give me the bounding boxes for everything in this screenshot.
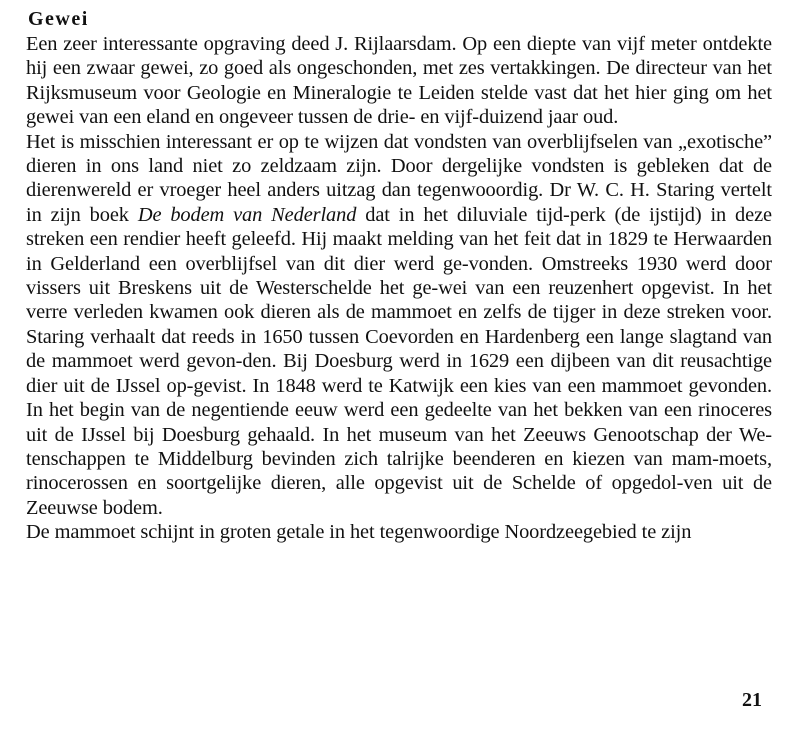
paragraph-text-after-title: dat in het diluviale tijd-perk (de ijstijd) in deze streken een rendier heeft geleefd. Hij maakt melding van het feit dat in 1829 te Herwaarden in Gelderland een overblijfsel van dit dier werd ge-vonden. Omstreeks 1930 werd door vissers uit Breskens uit de Westerschelde het ge-wei van een reuzenhert opgevist. In het verre verleden kwamen ook dieren als de mammoet en zelfs de tijger in deze streken voor. Staring verhaalt dat reeds in 1650 tussen Coevorden en Hardenberg een lange slagtand van de mammoet werd gevon-den. Bij Doesburg werd in 1629 een dijbeen van dit reusachtige dier uit de IJssel op-gevist. In 1848 werd te Katwijk een kies van een mammoet gevonden. In het begin van de negentiende eeuw werd een gedeelte van het bekken van een rinoceres uit de IJssel bij Doesburg gehaald. In het museum van het Zeeuws Genootschap der We-tenschappen te Middelburg bevinden zich talrijke beenderen en kiezen van mam-moets, rinocerossen en soortgelijke dieren, alle opgevist uit de Schelde of opgedol-ven uit de Zeeuwse bodem. xyxy=(26,203,772,519)
section-heading: Gewei xyxy=(28,8,89,30)
page-content xyxy=(26,6,772,545)
book-title: De bodem van Nederland xyxy=(137,203,357,226)
paragraph-mammoth-north-sea: De mammoet schijnt in groten getale in het tegenwoordige Noordzeegebied te zijn xyxy=(26,521,692,544)
paragraph-text-before-title: Het is misschien interessant er op te wijzen dat vondsten van overblijfselen van „exotische” dieren in ons land niet zo zeldzaam zijn. Door dergelijke vondsten is gebleken dat de dierenwereld er vroeger heel anders uitzag dan tegenwooordig. Dr W. C. H. Staring vertelt in zijn boek xyxy=(26,130,772,226)
paragraph-exotic-animals xyxy=(26,130,772,521)
paragraph-antler-find: Een zeer interessante opgraving deed J. Rijlaarsdam. Op een diepte van vijf meter ontdekte hij een zwaar gewei, zo goed als ongeschonden, met zes vertakkingen. De directeur van het Rijksmuseum voor Geologie en Mineralogie te Leiden stelde vast dat het hier ging om het gewei van een eland en ongeveer tussen de drie- en vijf-duizend jaar oud. xyxy=(26,33,772,129)
page-number: 21 xyxy=(742,689,762,711)
